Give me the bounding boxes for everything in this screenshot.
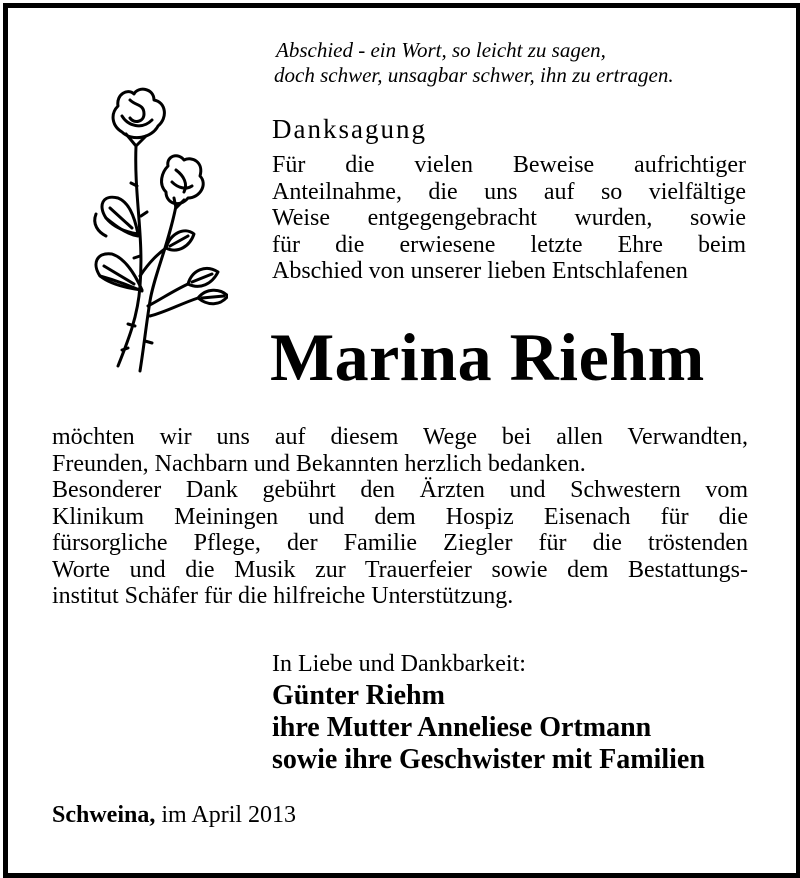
body-text [52,424,748,610]
place-date-text: im April 2013 [161,802,297,828]
place-town: Schweina, [52,802,156,828]
body-line: Freunden, Nachbarn und Bekannten herzlich bedanken. [52,450,586,477]
motto-line-2: doch schwer, unsagbar schwer, ihn zu ertragen. [274,63,674,87]
intro-line: Für die vielen Beweise aufrichtiger [272,152,746,178]
place-date [52,802,296,829]
intro-line: Anteilnahme, die uns auf so vielfältige [272,178,746,205]
intro-text [272,152,746,285]
intro-line: Abschied von unserer lieben Entschlafenen [272,258,688,284]
motto [276,38,674,88]
body-line: möchten wir uns auf diesem Wege bei allen Verwandten, [52,424,748,450]
body-line: institut Schäfer für die hilfreiche Unterstützung. [52,583,514,609]
signers [272,680,705,776]
body-line: Klinikum Meiningen und dem Hospiz Eisenach für die [52,503,748,530]
signer: sowie ihre Geschwister mit Familien [272,744,705,775]
body-line: Besonderer Dank gebührt den Ärzten und Schwestern vom [52,477,748,503]
signer: Günter Riehm [272,680,445,711]
motto-line-1: Abschied - ein Wort, so leicht zu sagen, [276,38,606,62]
body-line: Worte und die Musik zur Trauerfeier sowie dem Bestattungs- [52,556,748,583]
rose-icon [88,86,228,376]
intro-line: für die erwiesene letzte Ehre beim [272,231,746,258]
signer: ihre Mutter Anneliese Ortmann [272,712,652,743]
deceased-name: Marina Riehm [270,319,705,395]
intro-line: Weise entgegengebracht wurden, sowie [272,205,746,231]
closing-phrase: In Liebe und Dankbarkeit: [272,651,526,677]
heading: Danksagung [272,114,427,144]
body-line: fürsorgliche Pflege, der Familie Ziegler für die tröstenden [52,530,748,556]
